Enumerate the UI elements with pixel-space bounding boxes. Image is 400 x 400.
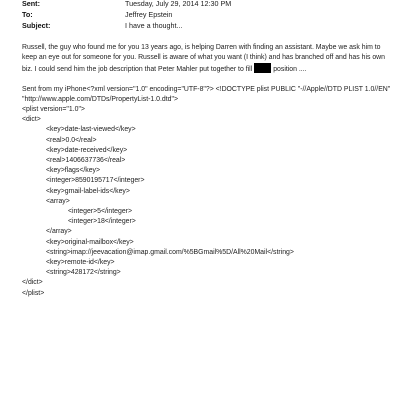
plist-block — [22, 105, 382, 299]
plist-line: <real>1406637736</real> — [46, 157, 126, 165]
plist-line: <integer>5</integer> — [68, 208, 132, 216]
message-line-end: position .... — [273, 66, 307, 74]
plist-line: <key>flags</key> — [46, 167, 101, 175]
to-row — [22, 9, 392, 20]
subject-row — [22, 20, 392, 31]
plist-line: <string>imap://jeevacation@imap.gmail.com/%5BGmail%5D/All%20Mail</string> — [46, 248, 294, 256]
message-line: keep an eye out for someone for you. Russell is aware of what you want (I think) and has branched off and has his own — [22, 54, 385, 62]
to-value: Jeffrey Epstein — [125, 10, 173, 19]
plist-line: <dict> — [22, 116, 41, 124]
plist-line: </dict> — [22, 279, 43, 287]
plist-line: <key>date-last-viewed</key> — [46, 126, 136, 134]
plist-line: <real>0.0</real> — [46, 136, 97, 144]
sent-from-line: "http://www.apple.com/DTDs/PropertyList-1.0.dtd"> — [22, 95, 178, 103]
redaction-box — [254, 63, 271, 73]
plist-line: <key>date-received</key> — [46, 146, 128, 154]
message-paragraph — [22, 43, 385, 76]
plist-line: <key>remote-id</key> — [46, 259, 115, 267]
email-header — [22, 0, 392, 31]
plist-line: <integer>8590195717</integer> — [46, 177, 145, 185]
plist-line: <string>428172</string> — [46, 269, 121, 277]
to-label: To: — [22, 10, 33, 19]
plist-line: <plist version="1.0"> — [22, 106, 85, 114]
plist-line: <integer>18</integer> — [68, 218, 136, 226]
email-body — [22, 43, 391, 299]
plist-line: </plist> — [22, 289, 45, 297]
sent-row — [22, 0, 392, 9]
plist-line: <array> — [46, 197, 70, 205]
message-line — [22, 63, 382, 75]
subject-label: Subject: — [22, 21, 51, 30]
sent-from-line: Sent from my iPhone<?xml version="1.0" encoding="UTF-8"?> <!DOCTYPE plist PUBLIC "-//Apple//DTD PLIST 1.0//EN" — [22, 85, 391, 93]
subject-value: I have a thought... — [125, 21, 183, 30]
message-line: Russell, the guy who found me for you 13 years ago, is helping Darren with finding an assistant. Maybe we ask him to — [22, 44, 381, 51]
sent-value: Tuesday, July 29, 2014 12:30 PM — [125, 0, 232, 8]
plist-line: </array> — [46, 228, 72, 236]
message-line-start: biz. I could send him the job description that Peter Mahler put together to fill — [22, 66, 253, 74]
plist-line: <key>original-mailbox</key> — [46, 238, 134, 246]
plist-line: <key>gmail-label-ids</key> — [46, 187, 130, 195]
sent-label: Sent: — [22, 0, 40, 8]
